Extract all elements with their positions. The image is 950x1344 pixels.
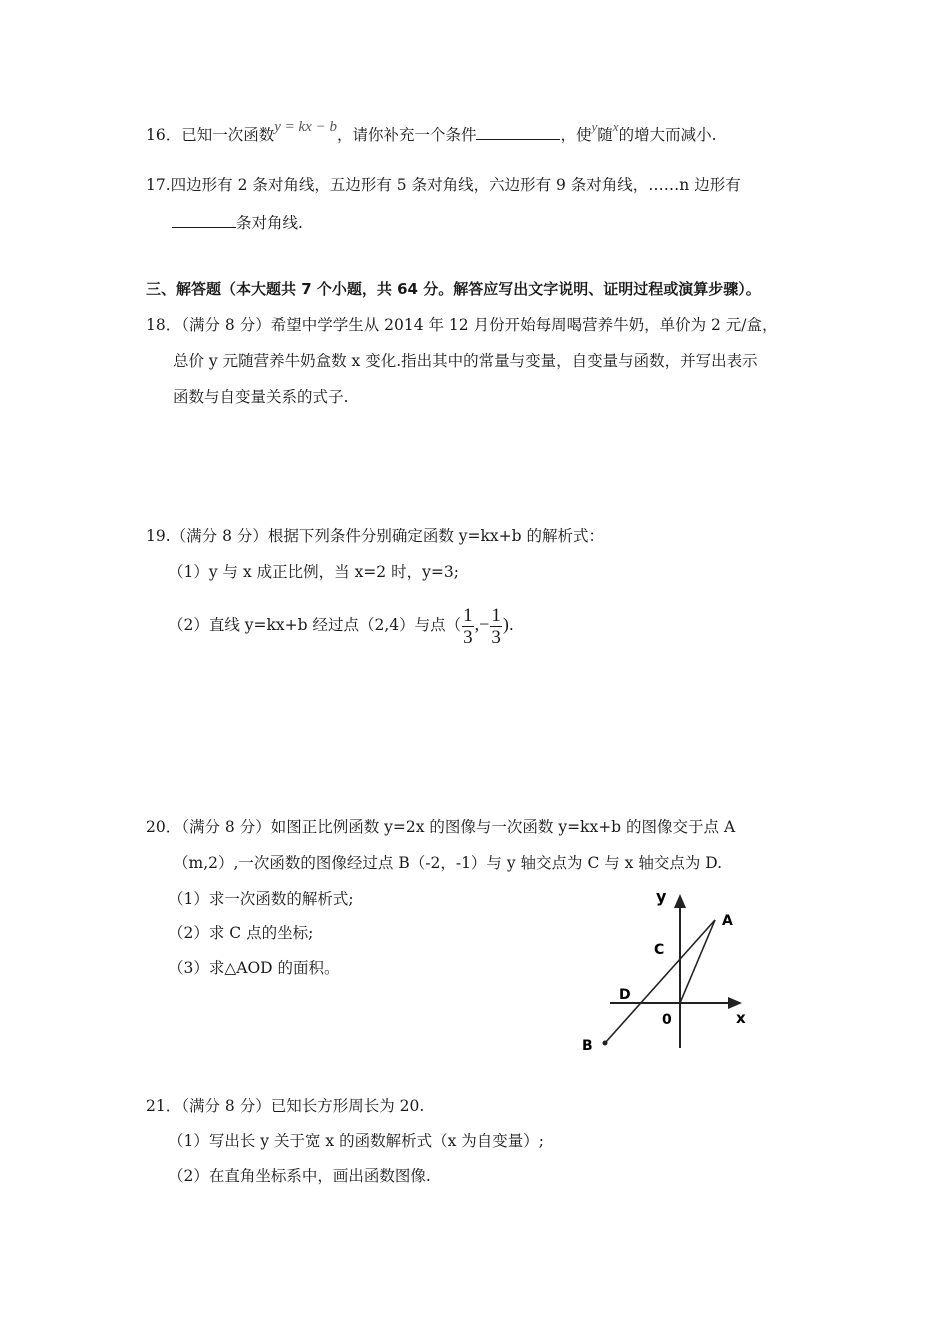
q17-answer-blank[interactable]: [172, 211, 236, 228]
line-AB: [605, 920, 715, 1043]
question-20-sub1: （1）求一次函数的解析式;: [168, 890, 354, 908]
q16-text-end: 的增大而减小.: [618, 126, 717, 144]
label-y: y: [656, 887, 667, 906]
line-OA: [680, 920, 715, 1003]
question-20-sub2: （2）求 C 点的坐标;: [168, 924, 314, 942]
question-19-sub1: （1）y 与 x 成正比例，当 x=2 时，y=3;: [168, 563, 459, 581]
q16-text-with: 随: [597, 126, 613, 144]
question-16: [146, 119, 717, 146]
question-21-line1: 21．（满分 8 分）已知长方形周长为 20.: [146, 1097, 425, 1115]
question-19-sub2: [168, 602, 514, 646]
y-axis-arrow: [674, 894, 686, 908]
q19-sub2-text: （2）直线 y=kx+b 经过点（2,4）与点（: [168, 616, 462, 634]
question-20-line1: 20．（满分 8 分）如图正比例函数 y=2x 的图像与一次函数 y=kx+b 的图像交于点 A: [146, 818, 736, 836]
question-21-sub2: （2）在直角坐标系中，画出函数图像.: [168, 1167, 431, 1185]
q16-text-make: ，使: [560, 126, 592, 144]
q16-answer-blank[interactable]: [476, 123, 560, 140]
fraction-numerator: 1: [491, 604, 501, 626]
q19-close-paren: ): [502, 614, 509, 634]
q17-text-end: 条对角线.: [236, 214, 303, 232]
fraction-numerator: 1: [463, 604, 473, 626]
fraction-denominator: 3: [491, 626, 501, 648]
q19-minus-sign: −: [479, 614, 490, 634]
label-x: x: [736, 1009, 746, 1027]
question-17-line2: [172, 211, 303, 233]
question-17-line1: 17.四边形有 2 条对角线，五边形有 5 条对角线，六边形有 9 条对角线，……n 边形有: [146, 176, 741, 194]
q16-var-x: x: [612, 119, 619, 134]
x-axis-arrow: [728, 997, 742, 1009]
q16-formula: y = kx − b: [274, 119, 337, 135]
q16-text-mid: ，请你补充一个条件: [336, 126, 477, 144]
q16-text-start: 16．已知一次函数: [146, 126, 275, 144]
question-18-line2: 总价 y 元随营养牛奶盒数 x 变化.指出其中的常量与变量，自变量与函数，并写出表示: [173, 352, 758, 370]
question-20-line2: （m,2）,一次函数的图像经过点 B（-2，-1）与 y 轴交点为 C 与 x 轴交点为 D.: [173, 854, 723, 872]
q20-coordinate-figure: [570, 880, 770, 1060]
fraction-denominator: 3: [463, 626, 473, 648]
question-20-sub3: （3）求△AOD 的面积。: [168, 959, 340, 977]
section-3-heading: 三、解答题（本大题共 7 个小题，共 64 分。解答应写出文字说明、证明过程或演算步骤）。: [146, 280, 761, 298]
fraction-one-third-negative: [490, 605, 502, 648]
question-19-line1: 19.（满分 8 分）根据下列条件分别确定函数 y=kx+b 的解析式：: [146, 527, 605, 545]
label-D: D: [619, 987, 631, 1003]
label-C: C: [654, 942, 665, 958]
question-18-line3: 函数与自变量关系的式子.: [173, 388, 349, 406]
q19-comma: ,: [474, 614, 480, 634]
point-B: [603, 1041, 608, 1046]
q16-var-y: y: [591, 119, 598, 134]
question-21-sub1: （1）写出长 y 关于宽 x 的函数解析式（x 为自变量）;: [168, 1132, 544, 1150]
q19-period: .: [508, 616, 514, 634]
label-B: B: [582, 1038, 593, 1054]
question-18-line1: 18．（满分 8 分）希望中学学生从 2014 年 12 月份开始每周喝营养牛奶，单价为 2 元/盒，: [146, 316, 778, 334]
label-origin: 0: [662, 1012, 672, 1028]
label-A: A: [722, 913, 733, 929]
fraction-one-third: [462, 605, 474, 648]
